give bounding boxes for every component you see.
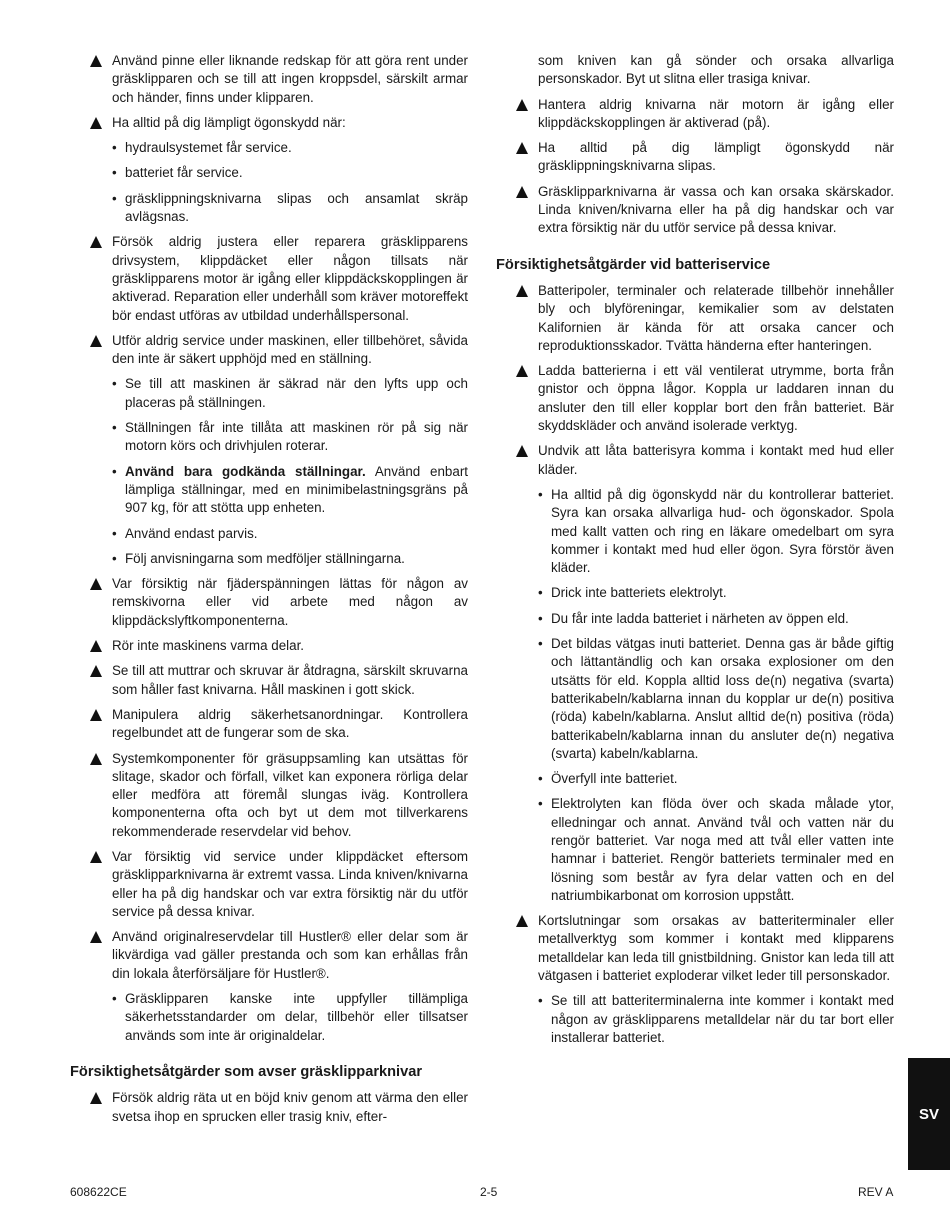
warning-triangle-icon [90,709,102,721]
section-heading-battery: Försiktighetsåtgärder vid batteriservice [496,256,771,273]
item-text: Det bildas vätgas inuti batteriet. Denna gas är både giftig och lättantändlig och kan orsaka explosioner om den utsätts för eld. Koppla alltid loss de(n) negativa (svarta) batterikabeln/kablarna innan du kopplar ur de(n) positiva (röda) kabeln/kablarna. Anslut alltid de(n) positiva (röda) batterikabeln/kablarna innan du ansluter de(n) negativa (svarta) kabeln/kablarna. [551,636,894,761]
item-text: Ha alltid på dig lämpligt ögonskydd när: [112,114,346,130]
warning-item [90,750,468,841]
bullet-item [516,992,894,1047]
left-column [70,52,469,1133]
bullet-item [90,375,468,412]
item-text: Använd endast parvis. [125,525,258,541]
item-text: Se till att maskinen är säkrad när den lyfts upp och placeras på ställningen. [125,376,468,410]
warning-item [90,332,468,369]
item-text: Kortslutningar som orsakas av batteriterminaler eller metallverktyg som kommer i kontakt med klipparens metalldelar kan leda till gnistbildning. Gnistor kan leda till att vätgasen i batteriet exploderar vilket leder till personskador. [538,913,894,984]
warning-item [516,183,894,238]
warning-triangle-icon [516,285,528,297]
warning-item [516,912,894,985]
warning-triangle-icon [90,665,102,677]
warning-triangle-icon [90,640,102,652]
bullet-dot-icon: • [538,486,543,502]
item-text: Rör inte maskinens varma delar. [112,638,305,654]
bullet-item [516,635,894,763]
item-text: Elektrolyten kan flöda över och skada målade ytor, elledningar och annat. Använd tvål och vatten när du rengör batteriet. Var noga med att tvål eller vatten inte hamnar i batteriet. Rengör batteriets terminaler med en lösning som består av fyra delar vatten och en del natriumbikarbonat om korrosion uppstått. [551,796,894,903]
warning-triangle-icon [90,1092,102,1104]
bullet-dot-icon: • [112,991,117,1007]
footer-page-number: 2-5 [480,1185,498,1199]
warning-item [516,282,894,355]
warning-item [516,139,894,176]
right-column [496,52,894,1054]
bullet-dot-icon: • [538,796,543,812]
footer-revision: REV A [858,1185,894,1199]
item-text: Överfyll inte batteriet. [551,771,678,787]
item-text: Var försiktig vid service under klippdäcket eftersom gräsklipparknivarna är extremt vassa. Linda kniven/knivarna eller ha på dig handskar och var extra försiktig när du utför service på dessa knivar. [112,848,468,919]
warning-triangle-icon [90,578,102,590]
warning-item [516,96,894,133]
warning-triangle-icon [516,99,528,111]
bullet-item [90,139,468,157]
bullet-item [516,486,894,577]
bullet-item [90,463,468,518]
bullet-dot-icon: • [538,771,543,787]
item-text: Se till att muttrar och skruvar är åtdragna, särskilt skruvarna som håller fast knivarna. Håll maskinen i gott skick. [112,663,468,697]
item-text: Gräsklipparen kanske inte uppfyller tillämpliga säkerhetsstandarder om delar, tillbehör eller tillsatser används som inte är originaldelar. [125,991,468,1043]
item-text: Ha alltid på dig lämpligt ögonskydd när gräsklippningsknivarna slipas. [538,140,894,174]
item-text: Drick inte batteriets elektrolyt. [551,585,727,601]
bold-lead-text: Använd bara godkända ställningar. [125,463,366,479]
item-text: Hantera aldrig knivarna när motorn är igång eller klippdäckskopplingen är aktiverad (på). [538,96,894,130]
bullet-item [90,525,468,543]
bullet-item [90,164,468,182]
bullet-item [90,990,468,1045]
bullet-dot-icon: • [112,463,117,479]
warning-triangle-icon [90,236,102,248]
item-text: Se till att batteriterminalerna inte kommer i kontakt med någon av gräsklipparens metalldelar när du tar bort eller installerar batteriet. [551,993,894,1045]
warning-triangle-icon [516,186,528,198]
warning-triangle-icon [516,142,528,154]
item-text: Utför aldrig service under maskinen, eller tillbehöret, såvida den inte är säkert upphöjd med en ställning. [112,332,468,367]
warning-triangle-icon [90,753,102,765]
item-text: gräsklippningsknivarna slipas och ansamlat skräp avlägsnas. [125,190,468,225]
item-text: Gräsklipparknivarna är vassa och kan orsaka skärskador. Linda kniven/knivarna eller ha på dig handskar och var extra försiktig när du utför service på dessa knivar. [538,183,894,236]
bullet-item [516,795,894,905]
item-text: Följ anvisningarna som medföljer ställningarna. [125,550,405,566]
item-text: Systemkomponenter för gräsuppsamling kan utsättas för slitage, skador och förfall, vilket kan exponera rörliga delar eller medföra att föremål slungas iväg. Kontrollera komponenterna ofta och byt ut dem mot tillverkarens rekommenderade reservdelar vid behov. [112,750,468,839]
bullet-dot-icon: • [538,636,543,652]
warning-item [90,637,468,655]
warning-item [516,442,894,479]
warning-item [90,1089,468,1126]
bullet-dot-icon: • [112,525,117,541]
item-text: Ha alltid på dig ögonskydd när du kontrollerar batteriet. Syra kan orsaka allvarliga hud- och ögonskador. Spola med kallt vatten och ring en läkare omedelbart om syra kommer i kontakt med hud eller ögon. Syra förstör även kläder. [551,486,894,576]
item-text: Försök aldrig justera eller reparera gräsklipparens drivsystem, klippdäcket eller någon tillsats när gräsklipparens motor är igång eller klippdäckskopplingen är aktiverad. Reparation eller underhåll som kräver motoreffekt bör endast utföras av utbildad underhållspersonal. [112,234,468,323]
warning-triangle-icon [90,335,102,347]
warning-item [90,575,468,630]
bullet-item [516,610,894,628]
item-text: Batteripoler, terminaler och relaterade tillbehör innehåller bly och blyföreningar, kemikalier som av delstaten Kalifornien är kända för att orsaka cancer och reproduktionsskador. Tvätta händerna efter hanteringen. [538,282,894,353]
warning-triangle-icon [516,915,528,927]
item-text: Var försiktig när fjäderspänningen lättas för någon av remskivorna eller vid arbete med någon av klippdäckslyftkomponenterna. [112,576,468,628]
item-text: hydraulsystemet får service. [125,140,292,156]
section-heading-blades: Försiktighetsåtgärder som avser gräsklipparknivar [70,1063,423,1080]
warning-item [90,233,468,324]
bullet-dot-icon: • [538,585,543,601]
warning-triangle-icon [516,445,528,457]
warning-item [90,114,468,132]
item-text: Du får inte ladda batteriet i närheten av öppen eld. [551,610,849,626]
item-text: Använd enbart lämpliga ställningar, med en minimibelastningsgräns på 907 kg, för att stötta upp enheten. [125,463,469,516]
warning-triangle-icon [90,55,102,67]
bullet-dot-icon: • [112,376,117,392]
item-text: Undvik att låta batterisyra komma i kontakt med hud eller kläder. [538,443,894,477]
warning-triangle-icon [90,117,102,129]
item-text: Manipulera aldrig säkerhetsanordningar. Kontrollera regelbundet att de fungerar som de ska. [112,706,468,741]
bullet-dot-icon: • [112,165,117,181]
item-text: Använd originalreservdelar till Hustler® eller delar som är likvärdiga vad gäller prestanda och som kan erhållas från din lokala återförsäljare för Hustler®. [112,929,468,981]
warning-triangle-icon [516,365,528,377]
warning-item [90,706,468,743]
continued-text: som kniven kan gå sönder och orsaka allvarliga personskador. Byt ut slitna eller trasiga knivar. [538,53,894,87]
item-text: Använd pinne eller liknande redskap för att göra rent under gräsklipparen och se till att ingen kroppsdel, särskilt armar och händer, finns under klipparen. [112,53,468,105]
bullet-item [516,584,894,602]
bullet-dot-icon: • [112,420,117,436]
warning-item [90,662,468,699]
language-tab-label: SV [918,1105,939,1123]
item-text: Ställningen får inte tillåta att maskinen rör på sig när motorn körs och drivhjulen roterar. [125,420,468,454]
bullet-item [90,419,468,456]
bullet-item [90,550,468,568]
bullet-dot-icon: • [538,610,543,626]
bullet-dot-icon: • [112,140,117,156]
warning-item [90,928,468,983]
footer-part-number: 608622CE [70,1185,127,1199]
warning-item [90,848,468,921]
bullet-dot-icon: • [538,993,543,1009]
warning-item [516,362,894,435]
warning-triangle-icon [90,931,102,943]
warning-triangle-icon [90,851,102,863]
item-text: Ladda batterierna i ett väl ventilerat utrymme, borta från gnistor och öppna lågor. Koppla ur laddaren innan du ansluter den till eller kopplar bort den från batteriet. Bär skyddskläder och använd isolerade verktyg. [538,363,894,434]
bullet-dot-icon: • [112,550,117,566]
bullet-item [90,190,468,227]
bullet-dot-icon: • [112,190,117,206]
warning-item [90,52,468,107]
item-text: batteriet får service. [125,165,243,181]
language-tab [908,1058,950,1170]
item-text: Försök aldrig räta ut en böjd kniv genom att värma den eller svetsa ihop en sprucken eller trasig kniv, efter- [112,1090,468,1124]
bullet-item [516,770,894,788]
